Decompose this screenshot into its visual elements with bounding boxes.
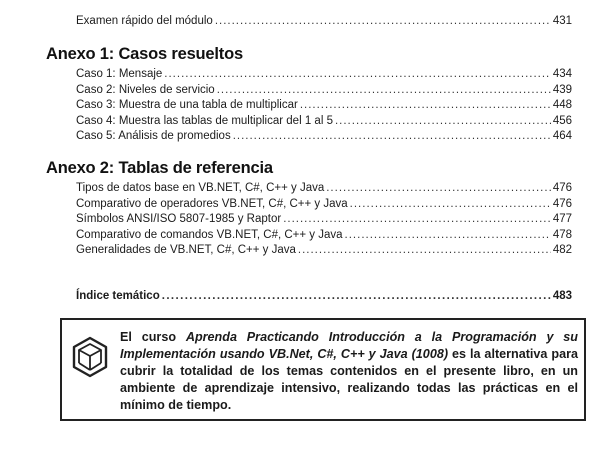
toc-leader-dots (345, 228, 551, 242)
annex1-heading: Anexo 1: Casos resueltos (46, 45, 243, 63)
cube-icon (72, 336, 108, 378)
toc-entry-title: Caso 2: Niveles de servicio (76, 83, 215, 96)
toc-leader-dots (215, 14, 551, 28)
toc-entry-generalidades (76, 243, 572, 257)
callout-text-before: El curso (120, 330, 186, 344)
toc-entry-title: Caso 3: Muestra de una tabla de multiplicar (76, 99, 298, 111)
toc-entry-page: 483 (552, 290, 572, 302)
toc-entry-title: Generalidades de VB.NET, C#, C++ y Java (76, 244, 296, 256)
toc-leader-dots (217, 83, 551, 97)
toc-entry-page: 464 (552, 130, 572, 142)
toc-entry-title: Comparativo de comandos VB.NET, C#, C++ y Java (76, 228, 343, 241)
toc-entry-page: 477 (552, 213, 572, 225)
toc-entry-title: Caso 1: Mensaje (76, 68, 163, 80)
toc-entry-comandos (76, 228, 572, 242)
toc-entry-title: Caso 5: Análisis de promedios (76, 130, 231, 142)
toc-entry-operadores (76, 197, 572, 211)
toc-entry-page: 456 (552, 114, 572, 127)
toc-entry-page: 434 (552, 68, 572, 80)
toc-leader-dots (162, 289, 551, 303)
toc-entry-title: Examen rápido del módulo (76, 15, 213, 27)
toc-entry-page: 431 (552, 15, 572, 27)
toc-entry-page: 439 (552, 83, 572, 96)
toc-entry-examen (76, 14, 572, 28)
toc-leader-dots (326, 181, 551, 195)
toc-leader-dots (283, 212, 551, 226)
toc-entry-indice (76, 289, 572, 303)
toc-entry-tipos-datos (76, 181, 572, 195)
toc-leader-dots (335, 114, 551, 128)
callout-text-after: es la alternativa para cubrir la totalidad de los temas contenidos en el presente libro, en un ambiente de aprendizaje intensivo, realizando todas las prácticas en el mínimo de tiempo. (120, 347, 579, 412)
toc-entry-caso-5 (76, 129, 572, 143)
toc-entry-caso-2 (76, 83, 572, 97)
toc-entry-caso-4 (76, 114, 572, 128)
toc-entry-title: Índice temático (76, 290, 160, 302)
toc-entry-caso-1 (76, 67, 572, 81)
toc-leader-dots (300, 98, 551, 112)
toc-entry-page: 482 (552, 244, 572, 256)
callout-paragraph (120, 329, 578, 414)
toc-entry-title: Tipos de datos base en VB.NET, C#, C++ y Java (76, 182, 325, 194)
toc-entry-caso-3 (76, 98, 572, 112)
toc-leader-dots (350, 197, 551, 211)
toc-entry-page: 448 (552, 99, 572, 111)
course-callout-box (60, 318, 586, 421)
toc-leader-dots (298, 243, 551, 257)
toc-entry-simbolos (76, 212, 572, 226)
toc-entry-title: Símbolos ANSI/ISO 5807-1985 y Raptor (76, 213, 282, 225)
toc-entry-page: 478 (552, 228, 572, 241)
callout-course-title: Aprenda Practicando Introducción a la Programación y su Implementación usando VB.Net, C#, C++ y Java (1008) (120, 330, 578, 361)
toc-entry-page: 476 (552, 182, 572, 194)
toc-entry-title: Caso 4: Muestra las tablas de multiplicar del 1 al 5 (76, 114, 333, 127)
toc-entry-page: 476 (552, 197, 572, 210)
annex2-heading: Anexo 2: Tablas de referencia (46, 159, 273, 177)
toc-leader-dots (233, 129, 551, 143)
toc-leader-dots (164, 67, 551, 81)
toc-entry-title: Comparativo de operadores VB.NET, C#, C++ y Java (76, 197, 348, 210)
